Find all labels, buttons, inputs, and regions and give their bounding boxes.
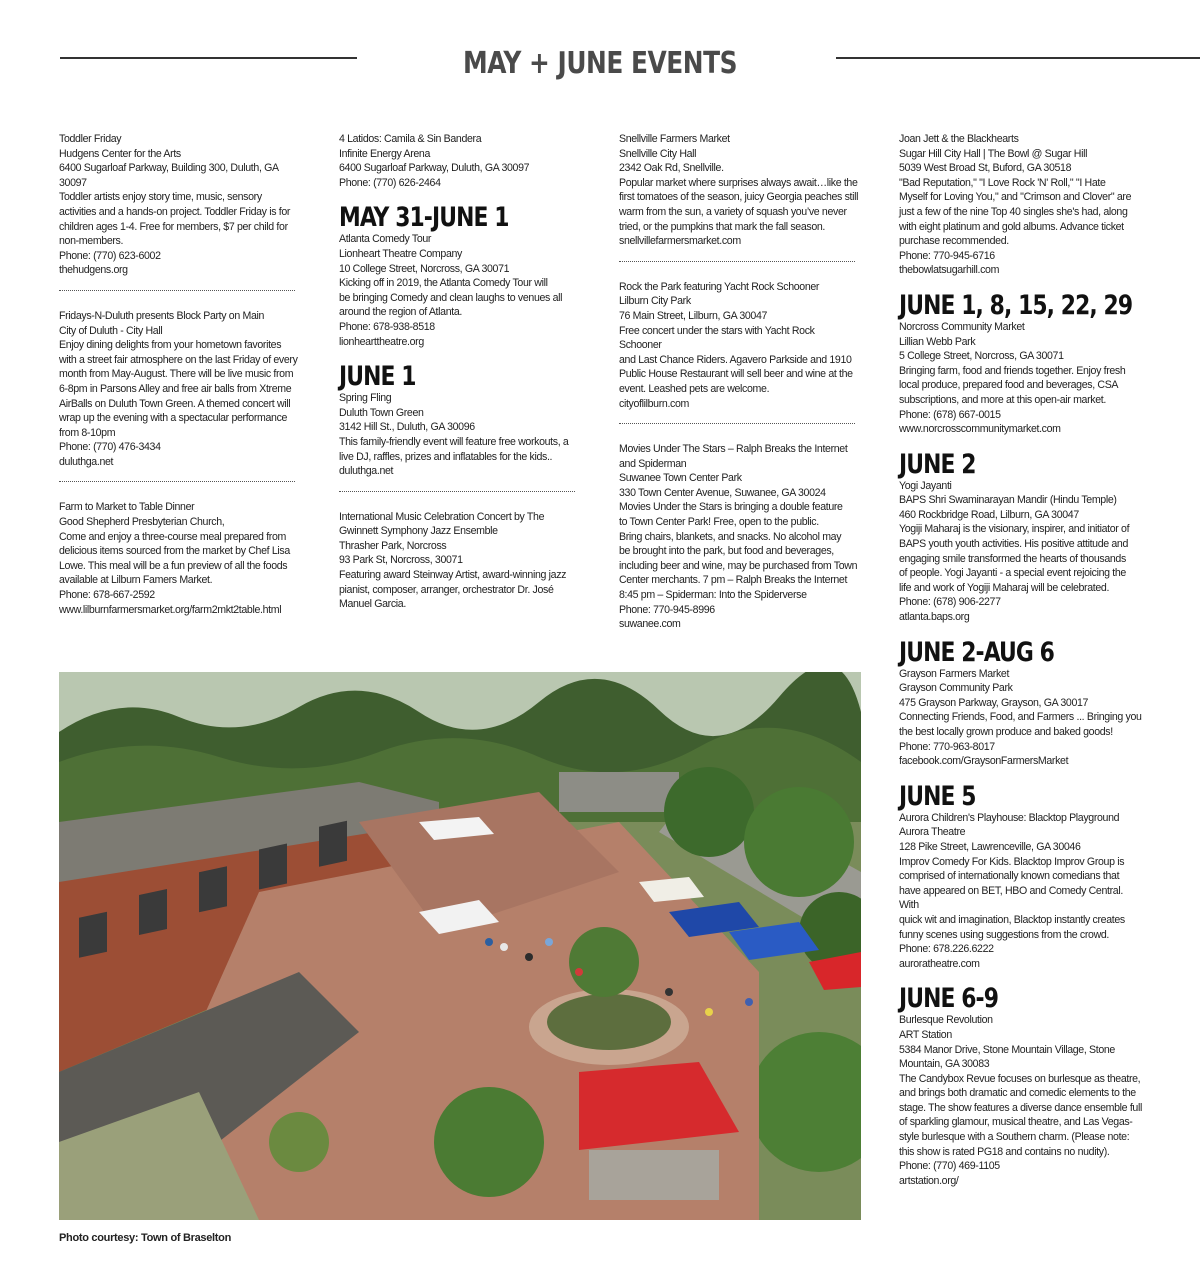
- dotted-separator: [619, 261, 855, 262]
- event-detail-line: Come and enjoy a three-course meal prepared from: [59, 530, 286, 543]
- event-listing: [899, 132, 1144, 278]
- event-detail-line: 10 College Street, Norcross, GA 30071: [339, 262, 510, 275]
- event-title: Grayson Farmers Market: [899, 667, 1010, 680]
- event-detail-line: lionhearttheatre.org: [339, 335, 424, 348]
- event-detail-line: auroratheatre.com: [899, 957, 980, 970]
- event-detail-line: Movies Under the Stars is bringing a double feature: [619, 501, 843, 514]
- event-title: Toddler Friday: [59, 133, 122, 145]
- aerial-town-square-photo: [59, 672, 861, 1220]
- event-date-heading: JUNE 1: [339, 361, 416, 393]
- event-detail-line: snellvillefarmersmarket.com: [619, 235, 741, 248]
- event-listing: [899, 636, 1144, 769]
- event-detail-line: Public House Restaurant will sell beer and wine at the: [619, 368, 853, 381]
- event-title: Snellville Farmers Market: [619, 133, 730, 145]
- event-detail-line: 6400 Sugarloaf Parkway, Building 300, Duluth, GA: [59, 162, 279, 175]
- event-title: 4 Latidos: Camila & Sin Bandera: [339, 133, 482, 145]
- event-listing: [899, 289, 1144, 437]
- event-title: Atlanta Comedy Tour: [339, 233, 432, 246]
- event-detail-line: Improv Comedy For Kids. Blacktop Improv Group is: [899, 855, 1125, 868]
- event-detail-line: 3142 Hill St., Duluth, GA 30096: [339, 421, 475, 434]
- event-detail-line: atlanta.baps.org: [899, 611, 970, 624]
- dotted-separator: [339, 491, 575, 492]
- event-listing: [339, 132, 579, 190]
- event-date-heading: JUNE 2: [899, 448, 976, 480]
- event-listing: [619, 132, 859, 249]
- event-detail-line: from 8-10pm: [59, 426, 116, 439]
- event-detail-line: "Bad Reputation," "I Love Rock 'N' Roll," "I Hate: [899, 176, 1106, 189]
- event-detail-line: thehudgens.org: [59, 264, 128, 277]
- event-title: Spring Fling: [339, 392, 392, 405]
- dotted-separator: [619, 423, 855, 424]
- event-detail-line: comprised of internationally known comedians that: [899, 870, 1120, 883]
- event-detail-line: www.lilburnfarmersmarket.org/farm2mkt2table.html: [59, 603, 282, 616]
- event-detail-line: engaging smile transformed the hearts of thousands: [899, 552, 1126, 565]
- event-detail-line: Phone: (678) 667-0015: [899, 408, 1001, 421]
- event-detail-line: Popular market where surprises always await…like the: [619, 176, 858, 189]
- event-detail-line: 6400 Sugarloaf Parkway, Duluth, GA 30097: [339, 162, 530, 175]
- event-detail-line: of sparkling glamour, musical theatre, and Las Vegas-: [899, 1116, 1133, 1129]
- event-detail-line: and Last Chance Riders. Agavero Parkside and 1910: [619, 353, 852, 366]
- event-detail-line: BAPS youth youth activities. His positive attitude and: [899, 538, 1129, 551]
- event-title: Yogi Jayanti: [899, 479, 952, 492]
- event-detail-line: Phone: (678) 906-2277: [899, 596, 1001, 609]
- event-detail-line: Phone: (770) 626-2464: [339, 176, 441, 189]
- event-detail-line: life and work of Yogiji Maharaj will be celebrated.: [899, 581, 1110, 594]
- event-detail-line: 475 Grayson Parkway, Grayson, GA 30017: [899, 696, 1089, 709]
- event-title: International Music Celebration Concert by The: [339, 510, 545, 523]
- event-detail-line: delicious items sourced from the market by Chef Lisa: [59, 545, 290, 558]
- photo-caption: Photo courtesy: Town of Braselton: [59, 1232, 232, 1244]
- event-detail-line: Lowe. This meal will be a fun preview of all the foods: [59, 559, 288, 572]
- event-detail-line: have appeared on BET, HBO and Comedy Central. With: [899, 884, 1123, 912]
- event-detail-line: Kicking off in 2019, the Atlanta Comedy Tour will: [339, 277, 548, 290]
- events-column-1: [59, 132, 299, 617]
- event-detail-line: Phone: 770-963-8017: [899, 740, 995, 753]
- event-detail-line: 93 Park St, Norcross, 30071: [339, 554, 463, 567]
- event-detail-line: live DJ, raffles, prizes and inflatables for the kids..: [339, 450, 553, 463]
- event-detail-line: and Spiderman: [619, 457, 687, 470]
- event-title: Rock the Park featuring Yacht Rock Schooner: [619, 280, 820, 293]
- event-title: Burlesque Revolution: [899, 1014, 993, 1027]
- event-detail-line: stage. The show features a diverse dance ensemble full: [899, 1101, 1142, 1114]
- event-detail-line: Enjoy dining delights from your hometown favorites: [59, 339, 282, 352]
- event-detail-line: Hudgens Center for the Arts: [59, 147, 181, 160]
- event-listing: [339, 363, 579, 479]
- event-detail-line: warm from the sun, a variety of squash you’ve never: [619, 205, 847, 218]
- event-detail-line: 8:45 pm – Spiderman: Into the Spiderverse: [619, 589, 807, 602]
- event-detail-line: Snellville City Hall: [619, 147, 697, 160]
- event-detail-line: event. Leashed pets are welcome.: [619, 382, 770, 395]
- event-detail-line: Sugar Hill City Hall | The Bowl @ Sugar Hill: [899, 147, 1088, 160]
- event-listing: [59, 309, 299, 470]
- event-detail-line: subscriptions, and more at this open-air market.: [899, 393, 1106, 406]
- event-detail-line: this show is rated PG18 and contains no nudity).: [899, 1145, 1110, 1158]
- event-detail-line: funny scenes using suggestions from the crowd.: [899, 928, 1110, 941]
- event-detail-line: Yogiji Maharaj is the visionary, inspirer, and initiator of: [899, 523, 1130, 536]
- event-detail-line: The Candybox Revue focuses on burlesque as theatre,: [899, 1072, 1141, 1085]
- event-title: Norcross Community Market: [899, 320, 1025, 333]
- event-date-heading: JUNE 6-9: [899, 983, 999, 1015]
- event-detail-line: tried, or the pumpkins that mark the fall season.: [619, 220, 826, 233]
- event-title: Aurora Children's Playhouse: Blacktop Playground: [899, 811, 1120, 824]
- event-detail-line: 128 Pike Street, Lawrenceville, GA 30046: [899, 840, 1081, 853]
- event-detail-line: Lionheart Theatre Company: [339, 247, 462, 260]
- event-title: Fridays-N-Duluth presents Block Party on Main: [59, 309, 265, 322]
- event-title: Farm to Market to Table Dinner: [59, 501, 195, 514]
- event-detail-line: including beer and wine, may be purchased from Town: [619, 559, 858, 572]
- event-detail-line: be bringing Comedy and clean laughs to venues all: [339, 291, 563, 304]
- event-detail-line: Phone: 678.226.6222: [899, 943, 994, 956]
- event-detail-line: month from May-August. There will be live music from: [59, 368, 294, 381]
- event-detail-line: cityoflilburn.com: [619, 397, 689, 410]
- event-detail-line: local produce, prepared food and beverages, CSA: [899, 379, 1119, 392]
- event-detail-line: Manuel Garcia.: [339, 598, 406, 611]
- event-detail-line: the best locally grown produce and baked goods!: [899, 726, 1113, 738]
- event-detail-line: be brought into the park, but food and beverages,: [619, 545, 834, 558]
- event-detail-line: 5039 West Broad St, Buford, GA 30518: [899, 162, 1072, 175]
- event-detail-line: pianist, composer, arranger, orchestrator Dr. José: [339, 583, 554, 596]
- event-detail-line: purchase recommended.: [899, 235, 1009, 248]
- event-detail-line: duluthga.net: [339, 465, 394, 478]
- event-listing: [59, 132, 299, 278]
- event-listing: [339, 510, 579, 612]
- event-detail-line: and brings both dramatic and comedic elements to the: [899, 1087, 1136, 1100]
- event-date-heading: MAY 31-JUNE 1: [339, 202, 509, 234]
- dotted-separator: [59, 290, 295, 291]
- event-detail-line: Free concert under the stars with Yacht Rock Schooner: [619, 324, 815, 352]
- event-detail-line: style burlesque with a Southern charm. (Please note:: [899, 1131, 1130, 1144]
- event-detail-line: Phone: (770) 476-3434: [59, 441, 161, 454]
- event-title: Movies Under The Stars – Ralph Breaks the Internet: [619, 443, 848, 456]
- event-detail-line: Center merchants. 7 pm – Ralph Breaks the Internet: [619, 574, 848, 587]
- event-detail-line: first tomatoes of the season, juicy Georgia peaches still: [619, 191, 859, 204]
- event-date-heading: JUNE 5: [899, 780, 976, 812]
- event-detail-line: Myself for Loving You," and "Crimson and Clover" are: [899, 191, 1132, 204]
- event-title: Joan Jett & the Blackhearts: [899, 133, 1019, 145]
- event-detail-line: Bring chairs, blankets, and snacks. No alcohol may: [619, 530, 842, 543]
- event-detail-line: with eight platinum and gold albums. Advance ticket: [899, 220, 1124, 233]
- event-detail-line: Phone: 770-945-8996: [619, 603, 715, 616]
- event-listing: [899, 780, 1144, 972]
- event-detail-line: to Town Center Park! Free, open to the public.: [619, 516, 819, 529]
- event-detail-line: 76 Main Street, Lilburn, GA 30047: [619, 309, 768, 322]
- event-listing: [619, 442, 859, 632]
- event-detail-line: activities and a hands-on project. Toddler Friday is for: [59, 205, 291, 218]
- event-detail-line: Gwinnett Symphony Jazz Ensemble: [339, 525, 498, 538]
- event-detail-line: of people. Yogi Jayanti - a special event rejoicing the: [899, 567, 1126, 580]
- event-detail-line: Lilburn City Park: [619, 295, 691, 308]
- event-detail-line: This family-friendly event will feature free workouts, a: [339, 435, 569, 448]
- event-listing: [899, 448, 1144, 625]
- page-title: MAY + JUNE EVENTS: [462, 46, 738, 81]
- event-detail-line: with a street fair atmosphere on the last Friday of every: [59, 353, 298, 366]
- event-detail-line: thebowlatsugarhill.com: [899, 264, 1000, 277]
- event-detail-line: Toddler artists enjoy story time, music, sensory: [59, 191, 262, 204]
- event-detail-line: artstation.org/: [899, 1174, 959, 1187]
- event-detail-line: 5 College Street, Norcross, GA 30071: [899, 350, 1064, 363]
- event-detail-line: Phone: (770) 623-6002: [59, 249, 161, 262]
- event-detail-line: children ages 1-4. Free for members, $7 per child for: [59, 220, 288, 233]
- event-listing: [619, 280, 859, 411]
- event-detail-line: City of Duluth - City Hall: [59, 324, 163, 337]
- event-detail-line: Phone: 770-945-6716: [899, 249, 995, 262]
- event-detail-line: Suwanee Town Center Park: [619, 472, 742, 485]
- event-detail-line: around the region of Atlanta.: [339, 306, 462, 319]
- event-detail-line: BAPS Shri Swaminarayan Mandir (Hindu Temple): [899, 494, 1117, 507]
- event-detail-line: Infinite Energy Arena: [339, 147, 430, 160]
- event-detail-line: Thrasher Park, Norcross: [339, 539, 447, 552]
- event-detail-line: duluthga.net: [59, 455, 114, 468]
- event-detail-line: 6-8pm in Parsons Alley and free air balls from Xtreme: [59, 382, 292, 395]
- event-detail-line: just a few of the nine Top 40 singles she's had, along: [899, 205, 1128, 218]
- event-detail-line: Duluth Town Green: [339, 406, 424, 419]
- event-detail-line: 460 Rockbridge Road, Lilburn, GA 30047: [899, 508, 1079, 521]
- event-detail-line: Phone: 678-938-8518: [339, 320, 435, 333]
- events-column-2: [339, 132, 579, 612]
- event-listing: [899, 985, 1144, 1188]
- event-detail-line: wrap up the evening with a spectacular performance: [59, 412, 288, 425]
- event-detail-line: ART Station: [899, 1028, 952, 1041]
- event-detail-line: 330 Town Center Avenue, Suwanee, GA 30024: [619, 486, 826, 499]
- event-detail-line: Aurora Theatre: [899, 826, 966, 839]
- event-detail-line: 5384 Manor Drive, Stone Mountain Village, Stone: [899, 1043, 1115, 1056]
- events-column-4: [899, 132, 1144, 1188]
- event-detail-line: Bringing farm, food and friends together. Enjoy fresh: [899, 364, 1126, 377]
- event-detail-line: 30097: [59, 176, 87, 189]
- dotted-separator: [59, 481, 295, 482]
- event-detail-line: non-members.: [59, 235, 124, 248]
- event-detail-line: Mountain, GA 30083: [899, 1058, 990, 1071]
- event-detail-line: Phone: (770) 469-1105: [899, 1160, 1000, 1173]
- event-detail-line: quick wit and imagination, Blacktop instantly creates: [899, 913, 1125, 926]
- event-date-heading: JUNE 1, 8, 15, 22, 29: [899, 289, 1133, 321]
- event-detail-line: available at Lilburn Famers Market.: [59, 574, 213, 587]
- event-detail-line: 2342 Oak Rd, Snellville.: [619, 162, 724, 175]
- event-detail-line: Connecting Friends, Food, and Farmers ... Bringing you: [899, 711, 1142, 724]
- event-detail-line: suwanee.com: [619, 618, 681, 631]
- event-detail-line: Grayson Community Park: [899, 682, 1013, 695]
- event-detail-line: facebook.com/GraysonFarmersMarket: [899, 755, 1069, 768]
- event-detail-line: Lillian Webb Park: [899, 335, 976, 348]
- event-detail-line: Good Shepherd Presbyterian Church,: [59, 516, 225, 529]
- event-detail-line: Phone: 678-667-2592: [59, 589, 155, 602]
- event-listing: [59, 500, 299, 617]
- event-listing: [339, 204, 579, 349]
- event-detail-line: AirBalls on Duluth Town Green. A themed concert will: [59, 397, 291, 410]
- event-detail-line: www.norcrosscommunitymarket.com: [899, 423, 1061, 436]
- events-column-3: [619, 132, 859, 632]
- event-detail-line: Featuring award Steinway Artist, award-winning jazz: [339, 569, 567, 582]
- event-date-heading: JUNE 2-AUG 6: [899, 636, 1054, 668]
